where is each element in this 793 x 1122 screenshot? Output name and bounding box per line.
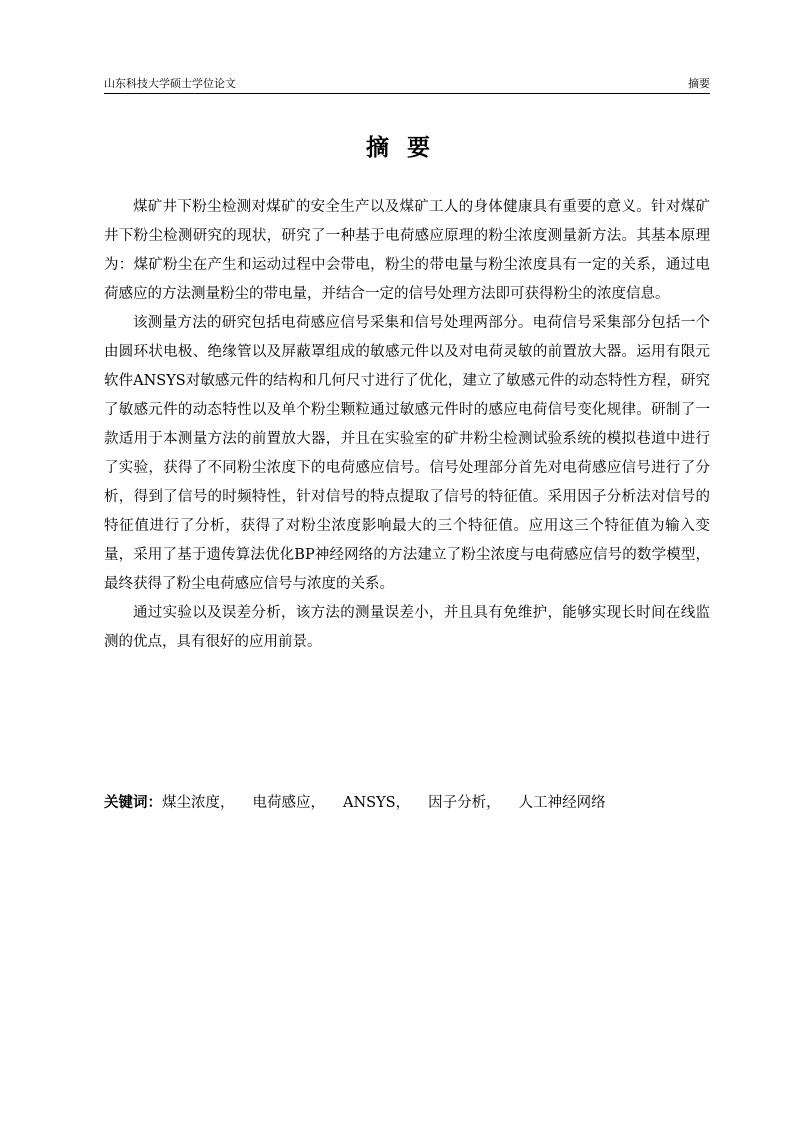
page-title: 摘要 bbox=[366, 134, 448, 161]
keyword-item: 因子分析， bbox=[428, 795, 501, 811]
abstract-paragraph-3: 通过实验以及误差分析，该方法的测量误差小，并且具有免维护，能够实现长时间在线监测的优点，具有很好的应用前景。 bbox=[104, 605, 710, 650]
abstract-body bbox=[104, 193, 710, 657]
abstract-paragraph-2: 该测量方法的研究包括电荷感应信号采集和信号处理两部分。电荷信号采集部分包括一个由圆环状电极、绝缘管以及屏蔽罩组成的敏感元件以及对电荷灵敏的前置放大器。运用有限元软件ANSYS对敏感元件的结构和几何尺寸进行了优化，建立了敏感元件的动态特性方程，研究了敏感元件的动态特性以及单个粉尘颗粒通过敏感元件时的感应电荷信号变化规律。研制了一款适用于本测量方法的前置放大器，并且在实验室的矿井粉尘检测试验系统的模拟巷道中进行了实验，获得了不同粉尘浓度下的电荷感应信号。信号处理部分首先对电荷感应信号进行了分析，得到了信号的时频特性，针对信号的特点提取了信号的特征值。采用因子分析法对信号的特征值进行了分析，获得了对粉尘浓度影响最大的三个特征值。应用这三个特征值为输入变量，采用了基于遗传算法优化BP神经网络的方法建立了粉尘浓度与电荷感应信号的数学模型，最终获得了粉尘电荷感应信号与浓度的关系。 bbox=[104, 315, 710, 592]
keyword-item: 煤尘浓度， bbox=[162, 795, 235, 811]
header-section-name: 摘要 bbox=[688, 77, 710, 90]
page-header bbox=[104, 75, 710, 93]
keywords-line bbox=[104, 788, 710, 818]
keyword-item: 电荷感应， bbox=[252, 795, 325, 811]
header-thesis-title: 山东科技大学硕士学位论文 bbox=[104, 77, 236, 90]
keyword-item: 人工神经网络 bbox=[518, 795, 606, 811]
keywords-label: 关键词： bbox=[104, 794, 162, 811]
header-divider bbox=[104, 93, 710, 94]
abstract-paragraph-1: 煤矿井下粉尘检测对煤矿的安全生产以及煤矿工人的身体健康具有重要的意义。针对煤矿井下粉尘检测研究的现状，研究了一种基于电荷感应原理的粉尘浓度测量新方法。其基本原理为：煤矿粉尘在产生和运动过程中会带电，粉尘的带电量与粉尘浓度具有一定的关系，通过电荷感应的方法测量粉尘的带电量，并结合一定的信号处理方法即可获得粉尘的浓度信息。 bbox=[104, 199, 710, 302]
keyword-item: ANSYS， bbox=[343, 795, 411, 811]
